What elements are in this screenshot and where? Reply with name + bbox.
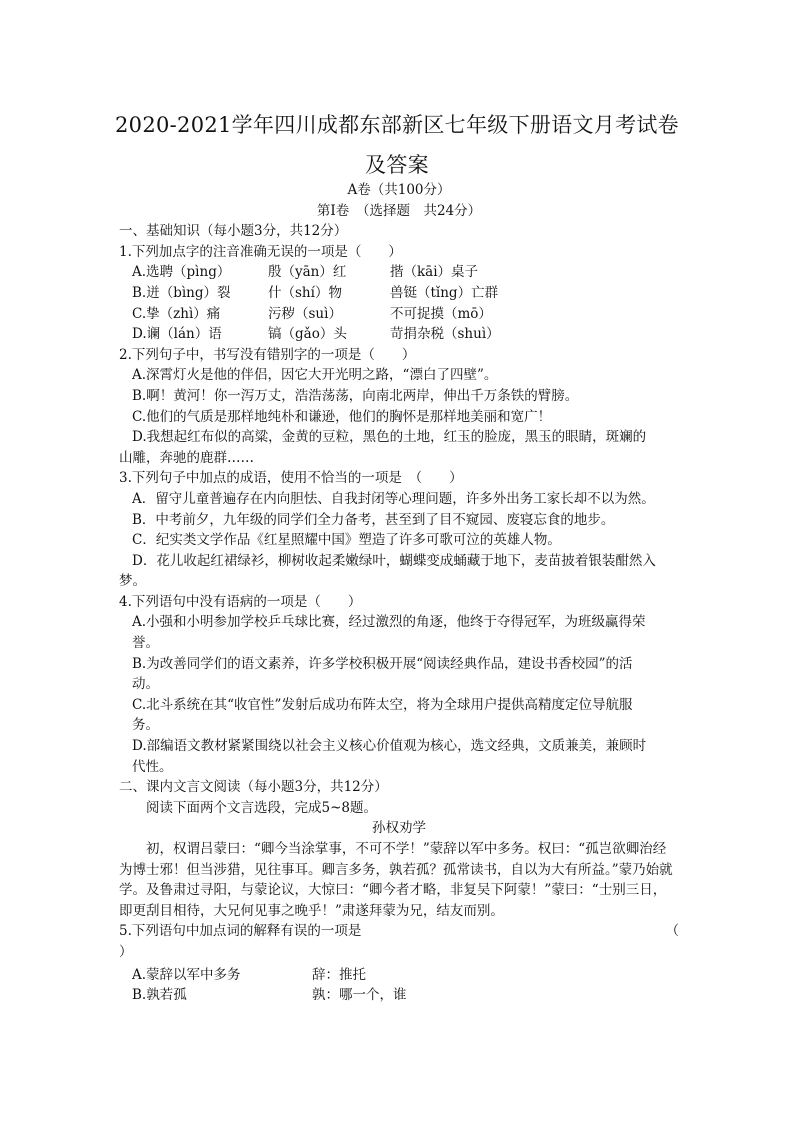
question-stem: 1.下列加点字的注音准确无误的一项是（ ） xyxy=(119,243,402,260)
option-c: C.他们的气质是那样地纯朴和谦逊，他们的胸怀是那样地美丽和宽广！ xyxy=(132,408,552,425)
question-stem: 2.下列句子中，书写没有错别字的一项是（ ） xyxy=(119,346,416,363)
option-cell: 苛捐杂税（shuì） xyxy=(390,326,500,343)
reading-instructions: 阅读下面两个文言选段，完成5~8题。 xyxy=(146,799,377,816)
option-d: D.我想起红布似的高粱，金黄的豆粒，黑色的土地，红玉的脸庞，黑玉的眼睛，斑斓的 xyxy=(132,429,647,446)
title-line-1: 2020-2021学年四川成都东部新区七年级下册语文月考试卷 xyxy=(115,113,679,137)
option-row xyxy=(119,262,679,283)
option-cell: 不可捉摸（mō） xyxy=(390,305,492,322)
option-a: A.小强和小明参加学校乒乓球比赛，经过激烈的角逐，他终于夺得冠军，为班级赢得荣 xyxy=(132,614,646,631)
question-stem: 3.下列句子中加点的成语，使用不恰当的一项是 （ ） xyxy=(119,470,463,487)
answer-paren-open: （ xyxy=(665,923,679,940)
option-sentence: A.蒙辞以军中多务 xyxy=(132,966,241,983)
option-cell: 殷（yān）红 xyxy=(268,264,347,281)
option-cell: D.谰（lán）语 xyxy=(132,326,222,343)
question-1 xyxy=(119,242,679,345)
option-cell: A.选聘（pìng） xyxy=(132,264,231,281)
option-cell: C.挚（zhì）痛 xyxy=(132,305,221,322)
volume-subtitle: A卷（共100分） xyxy=(347,182,451,198)
option-b-continued: 动。 xyxy=(132,676,159,693)
question-2 xyxy=(119,345,679,469)
section-heading-1: 一、基础知识（每小题3分，共12分） xyxy=(119,223,348,240)
option-c: C．纪实类文学作品《红星照耀中国》塑造了许多可歌可泣的英雄人物。 xyxy=(132,532,561,549)
option-cell: 兽铤（tǐng）亡群 xyxy=(390,284,499,301)
option-b: B.啊！黄河！你一泻万丈，浩浩荡荡，向南北两岸，伸出千万条铁的臂膀。 xyxy=(132,387,579,404)
option-c: C.北斗系统在其“收官性”发射后成功布阵太空，将为全球用户提供高精度定位导航服 xyxy=(132,696,633,713)
option-c-continued: 务。 xyxy=(132,717,159,734)
option-cell: 揩（kāi）桌子 xyxy=(390,264,479,281)
section-heading-2: 二、课内文言文阅读（每小题3分，共12分） xyxy=(119,779,388,796)
question-stem: 5.下列语句中加点词的解释有误的一项是 xyxy=(119,923,362,940)
option-a: A.深霄灯火是他的伴侣，因它大开光明之路，“漂白了四壁”。 xyxy=(132,367,498,384)
option-b: B.为改善同学们的语文素养，许多学校积极开展“阅读经典作品，建设书香校园”的活 xyxy=(132,655,633,672)
passage-text: 初，权谓吕蒙曰：“卿今当涂掌事，不可不学！”蒙辞以军中多务。权曰：“孤岂欲卿治经为博士邪！但当涉猎，见往事耳。卿言多务，孰若孤？孤常读书，自以为大有所益。”蒙乃始就学。及鲁肃过寻阳，与蒙论议，大惊曰：“卿今者才略，非复吴下阿蒙！”蒙曰：“士别三日，即更刮目相待，大兄何见事之晚乎！”肃遂拜蒙为兄，结友而别。 xyxy=(119,841,673,919)
option-a: A．留守儿童普遍存在内向胆怯、自我封闭等心理问题，许多外出务工家长却不以为然。 xyxy=(132,490,655,507)
option-sentence: B.孰若孤 xyxy=(132,987,187,1004)
title-line-2: 及答案 xyxy=(365,153,429,177)
option-row xyxy=(119,985,679,1006)
question-stem-row xyxy=(119,921,679,942)
option-gloss: 孰：哪一个，谁 xyxy=(312,987,407,1004)
option-row xyxy=(119,283,679,304)
document-title xyxy=(80,105,714,185)
option-gloss: 辞：推托 xyxy=(312,966,366,983)
option-cell: 什（shí）物 xyxy=(268,284,342,301)
part-heading: 第Ⅰ卷 （选择题 共24分） xyxy=(316,202,482,219)
option-cell: 镐（gǎo）头 xyxy=(268,326,347,343)
question-stem: 4.下列语句中没有语病的一项是（ ） xyxy=(119,593,362,610)
option-a-continued: 誉。 xyxy=(132,635,159,652)
option-cell: 污秽（suì） xyxy=(268,305,342,322)
option-b: B．中考前夕，九年级的同学们全力备考，甚至到了目不窥园、废寝忘食的地步。 xyxy=(132,511,615,528)
option-d-continued: 梦。 xyxy=(119,573,146,590)
document-body xyxy=(119,180,679,1006)
option-row xyxy=(119,324,679,345)
question-4 xyxy=(119,592,679,777)
question-5 xyxy=(119,921,679,1005)
option-d: D．花儿收起红裙绿衫，柳树收起柔嫩绿叶，蝴蝶变成蛹藏于地下，麦苗披着银装酣然入 xyxy=(132,552,656,569)
question-3 xyxy=(119,468,679,592)
option-d: D.部编语文教材紧紧围绕以社会主义核心价值观为核心，选文经典，文质兼美，兼顾时 xyxy=(132,738,647,755)
option-cell: B.迸（bìng）裂 xyxy=(132,284,231,301)
answer-paren-close: ） xyxy=(119,943,133,960)
option-row xyxy=(119,304,679,325)
option-row xyxy=(119,965,679,986)
passage-title: 孙权劝学 xyxy=(372,820,426,837)
option-d-continued: 代性。 xyxy=(132,758,173,775)
option-d-continued: 山雕，奔驰的鹿群…… xyxy=(119,449,254,466)
